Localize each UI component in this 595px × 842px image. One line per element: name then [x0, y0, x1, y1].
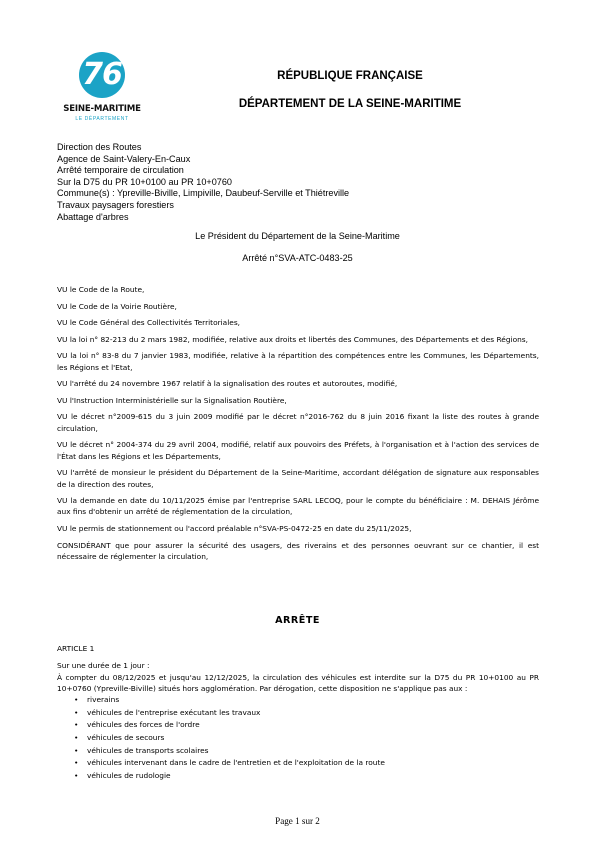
page-number: Page 1 sur 2: [275, 816, 320, 826]
arrete-title: ARRÊTE: [275, 615, 320, 626]
visa-paragraph: VU le décret n°2009-615 du 3 juin 2009 modifié par le décret n°2016-762 du 8 juin 2016 fixant la liste des routes à grande circulation,: [57, 412, 539, 433]
article-label: ARTICLE 1: [57, 644, 95, 653]
visa-paragraph: VU la loi n° 83-8 du 7 janvier 1983, modifiée, relative à la répartition des compétences entre les Communes, les Départements, les Régions et l'Etat,: [57, 351, 539, 372]
visa-paragraph: VU l'arrêté de monsieur le président du Département de la Seine-Maritime, accordant délégation de signature aux responsables de la direction des routes,: [57, 468, 539, 489]
service-block: [57, 142, 349, 223]
service-line: Sur la D75 du PR 10+0100 au PR 10+0760: [57, 176, 232, 187]
logo-number: 76: [82, 57, 122, 92]
visa-paragraph: VU la demande en date du 10/11/2025 émise par l'entreprise SARL LECOQ, pour le compte du bénéficiaire : M. DEHAIS Jérôme aux fins d'obtenir un arrêté de réglementation de la circulation,: [57, 496, 539, 517]
service-line: Agence de Saint-Valery-En-Caux: [57, 153, 191, 164]
visa-paragraph: VU l'arrêté du 24 novembre 1967 relatif à la signalisation des routes et autoroutes, modifié,: [57, 379, 398, 389]
visa-paragraph: VU la loi n° 82-213 du 2 mars 1982, modifiée, relative aux droits et libertés des Communes, des Départements et des Régions,: [57, 334, 528, 344]
service-line: Arrêté temporaire de circulation: [57, 165, 184, 176]
arrete-number: Arrêté n°SVA-ATC-0483-25: [242, 253, 353, 263]
visa-paragraph: VU le Code de la Voirie Routière,: [57, 301, 177, 311]
list-item: • riverains: [57, 694, 539, 707]
visa-paragraph: VU le permis de stationnement ou l'accord préalable n°SVA-PS-0472-25 en date du 25/11/2025,: [57, 524, 412, 534]
president-line: Le Président du Département de la Seine-Maritime: [195, 231, 400, 241]
header-republique: RÉPUBLIQUE FRANÇAISE: [277, 70, 423, 82]
list-item: • véhicules de transports scolaires: [57, 745, 539, 758]
visa-paragraph: VU l'Instruction Interministérielle sur la Signalisation Routière,: [57, 395, 287, 405]
list-item: • véhicules intervenant dans le cadre de l'entretien et de l'exploitation de la route: [57, 757, 539, 770]
visa-paragraph: VU le Code de la Route,: [57, 285, 145, 294]
list-item: • véhicules des forces de l'ordre: [57, 719, 539, 732]
logo-name: SEINE-MARITIME: [63, 104, 141, 114]
service-line: Abattage d'arbres: [57, 211, 129, 222]
logo-subtitle: LE DÉPARTEMENT: [75, 116, 129, 122]
visas-list: [57, 284, 539, 568]
list-item: • véhicules de rudologie: [57, 770, 539, 783]
service-line: Commune(s) : Ypreville-Biville, Limpiville, Daubeuf-Serville et Thiétreville: [57, 188, 350, 199]
visa-paragraph: VU le décret n° 2004-374 du 29 avril 2004, modifié, relatif aux pouvoirs des Préfets, à l'organisation et à l'action des services de l'État dans les Régions et les Départements,: [57, 440, 539, 461]
visa-paragraph: VU le Code Général des Collectivités Territoriales,: [57, 318, 241, 328]
header-departement: DÉPARTEMENT DE LA SEINE-MARITIME: [238, 98, 462, 110]
service-line: Direction des Routes: [57, 142, 142, 152]
considerant-paragraph: CONSIDÉRANT que pour assurer la sécurité des usagers, des riverains et des personnes oeuvrant sur ce chantier, il est nécessaire de réglementer la circulation,: [57, 540, 539, 561]
exceptions-list: [57, 694, 539, 782]
department-logo: [62, 52, 142, 130]
list-item: • véhicules de secours: [57, 732, 539, 745]
list-item: • véhicules de l'entreprise exécutant les travaux: [57, 707, 539, 720]
article-text: À compter du 08/12/2025 et jusqu'au 12/12/2025, la circulation des véhicules est interdite sur la D75 du PR 10+0100 au PR 10+0760 (Ypreville-Biville) situés hors agglomération. Par dérogation, cette disposition ne s'applique pas aux :: [57, 672, 539, 693]
article-duration: Sur une durée de 1 jour :: [57, 661, 150, 671]
article-1: [57, 643, 539, 782]
service-line: Travaux paysagers forestiers: [57, 199, 174, 210]
